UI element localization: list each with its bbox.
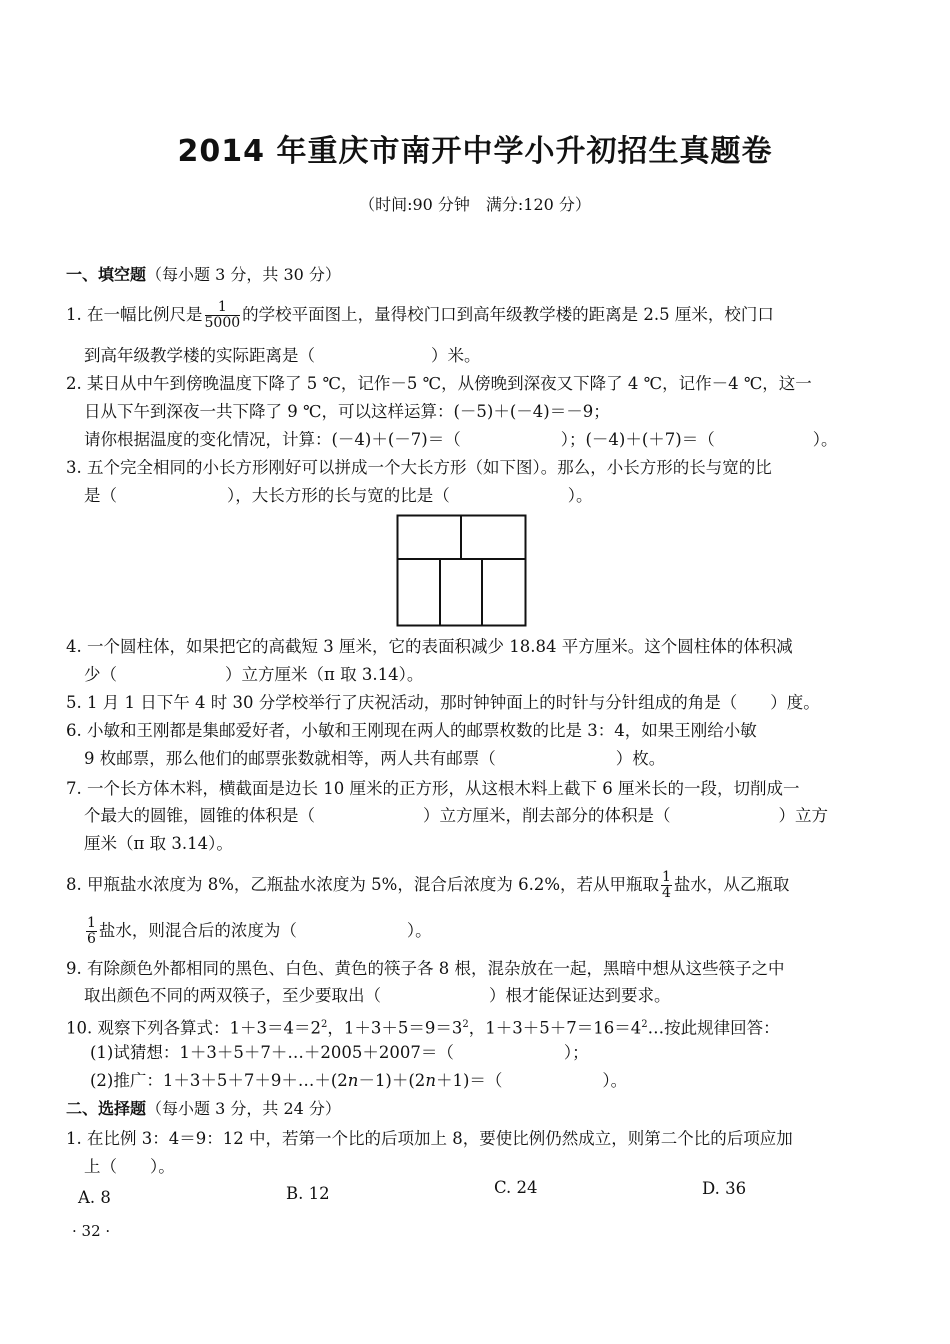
choice-1-option-b[interactable]: B. 12 — [286, 1184, 330, 1203]
page-subtitle: （时间:90 分钟 满分:120 分） — [359, 195, 591, 214]
q8-frac2-den: 6 — [87, 931, 96, 947]
q10-part2-text-a: (2)推广：1＋3＋5＋7＋9＋…＋(2 — [90, 1071, 348, 1090]
q2-text-a: 请你根据温度的变化情况，计算：(－4)＋(－7)＝（ — [84, 430, 461, 449]
q10-part2-text-d: ）。 — [602, 1071, 628, 1090]
q1-text-a: 1. 在一幅比例尺是 — [66, 305, 203, 324]
question-2-line-2: 日从下午到深夜一共下降了 9 ℃，可以这样运算：(－5)＋(－4)＝－9； — [84, 402, 610, 421]
question-2-line-3 — [84, 429, 838, 451]
question-1-line-1 — [66, 300, 774, 331]
question-8-line-1 — [66, 870, 789, 901]
q10-text-d: …按此规律回答： — [647, 1018, 780, 1038]
q1-text-b: 的学校平面图上，量得校门口到高年级教学楼的距离是 2.5 厘米，校门口 — [242, 305, 774, 324]
q10-part2-text-c: ＋1)＝（ — [435, 1071, 503, 1090]
q4-text-b: ）立方厘米（π 取 3.14）。 — [225, 665, 424, 684]
q10-text-c: ，1＋3＋5＋7＝16＝4 — [468, 1018, 642, 1038]
page-number: · 32 · — [72, 1222, 111, 1240]
q1-text-c1: 到高年级教学楼的实际距离是（ — [84, 346, 315, 365]
question-10-line-2 — [90, 1042, 589, 1064]
question-3-line-2 — [84, 485, 593, 507]
question-1-line-2 — [84, 345, 481, 367]
question-3-line-1: 3. 五个完全相同的小长方形刚好可以拼成一个大长方形（如下图）。那么，小长方形的长与宽的比 — [66, 458, 772, 477]
q8-text-c2: ）。 — [406, 921, 432, 940]
q1-frac-den: 5000 — [204, 315, 241, 331]
q8-frac1-den: 4 — [662, 885, 671, 901]
question-10-line-3 — [90, 1070, 627, 1092]
section-1-title: 一、填空题 — [66, 265, 147, 284]
q10-sup-3: 2 — [641, 1019, 648, 1030]
question-7-line-1: 7. 一个长方体木料，横截面是边长 10 厘米的正方形，从这根木料上截下 6 厘米长的一段，切削成一 — [66, 779, 800, 798]
choice-1-option-d[interactable]: D. 36 — [702, 1179, 747, 1198]
q2-text-c: ）。 — [812, 430, 838, 449]
q7-text-a: 个最大的圆锥，圆锥的体积是（ — [84, 806, 315, 825]
q8-text-c1: 盐水，则混合后的浓度为（ — [98, 921, 297, 940]
page-title: 2014 年重庆市南开中学小升初招生真题卷 — [177, 134, 773, 169]
q8-fraction-2 — [86, 916, 97, 947]
question-4-line-1: 4. 一个圆柱体，如果把它的高截短 3 厘米，它的表面积减少 18.84 平方厘米。这个圆柱体的体积减 — [66, 637, 793, 656]
q10-part1-text-a: (1)试猜想：1＋3＋5＋7＋…＋2005＋2007＝（ — [90, 1043, 454, 1062]
section-1-heading — [66, 264, 341, 286]
section-2-heading — [66, 1098, 341, 1120]
choice-1-line-2: 上（ ）。 — [84, 1157, 175, 1176]
question-4-line-2 — [84, 664, 423, 686]
q10-sup-2: 2 — [462, 1019, 469, 1030]
choice-1-line-1: 1. 在比例 3：4＝9：12 中，若第一个比的后项加上 8，要使比例仍然成立，则第二个比的后项应加 — [66, 1129, 793, 1148]
q10-part2-text-b: －1)＋(2 — [358, 1071, 426, 1090]
question-8-line-2 — [84, 916, 432, 947]
section-1-note: （每小题 3 分，共 30 分） — [146, 265, 341, 284]
q1-scale-fraction — [205, 300, 241, 331]
question-6-line-2 — [84, 748, 665, 770]
q10-text-a: 10. 观察下列各算式：1＋3＝4＝2 — [66, 1018, 321, 1038]
question-5-line-1: 5. 1 月 1 日下午 4 时 30 分学校举行了庆祝活动，那时钟钟面上的时针与分针组成的角是（ ）度。 — [66, 693, 820, 712]
q1-text-c2: ）米。 — [431, 346, 481, 365]
q1-frac-num: 1 — [205, 300, 241, 316]
q10-part1-text-b: ）； — [563, 1043, 589, 1062]
q2-text-b: ）；(－4)＋(＋7)＝（ — [560, 430, 715, 449]
rectangle-tiling-diagram — [396, 514, 528, 628]
q9-text-b: ）根才能保证达到要求。 — [489, 986, 671, 1005]
question-7-line-2 — [84, 805, 828, 827]
question-9-line-2 — [84, 985, 671, 1007]
question-2-line-1: 2. 某日从中午到傍晚温度下降了 5 ℃，记作－5 ℃，从傍晚到深夜又下降了 4 ℃，记作－4 ℃，这一 — [66, 374, 812, 393]
q10-text-b: ，1＋3＋5＝9＝3 — [327, 1018, 463, 1038]
choice-1-option-a[interactable]: A. 8 — [78, 1188, 111, 1207]
q8-text-b: 盐水，从乙瓶取 — [673, 875, 790, 894]
q3-text-a: 是（ — [84, 486, 117, 505]
section-2-note: （每小题 3 分，共 24 分） — [146, 1099, 341, 1118]
q8-frac2-num: 1 — [87, 915, 96, 931]
q8-fraction-1 — [661, 870, 672, 901]
question-10-line-1 — [66, 1014, 780, 1040]
q6-text-a: 9 枚邮票，那么他们的邮票张数就相等，两人共有邮票（ — [84, 749, 496, 768]
q8-frac1-num: 1 — [662, 869, 671, 885]
q7-text-c: ）立方 — [778, 806, 828, 825]
q8-text-a: 8. 甲瓶盐水浓度为 8%，乙瓶盐水浓度为 5%，混合后浓度为 6.2%，若从甲瓶取 — [66, 875, 659, 894]
question-6-line-1: 6. 小敏和王刚都是集邮爱好者，小敏和王刚现在两人的邮票枚数的比是 3：4，如果王刚给小敏 — [66, 721, 757, 740]
q3-text-c: ）。 — [567, 486, 593, 505]
q9-text-a: 取出颜色不同的两双筷子，至少要取出（ — [84, 986, 381, 1005]
question-7-line-3: 厘米（π 取 3.14）。 — [84, 834, 233, 853]
q6-text-b: ）枚。 — [615, 749, 666, 768]
q4-text-a: 少（ — [84, 665, 117, 684]
q10-sup-1: 2 — [320, 1019, 328, 1030]
q7-text-b: ）立方厘米，削去部分的体积是（ — [423, 806, 671, 825]
question-9-line-1: 9. 有除颜色外都相同的黑色、白色、黄色的筷子各 8 根，混杂放在一起，黑暗中想从这些筷子之中 — [66, 959, 785, 978]
choice-1-option-c[interactable]: C. 24 — [494, 1178, 538, 1197]
q10-var-n-1: n — [347, 1071, 359, 1090]
q10-var-n-2: n — [425, 1071, 436, 1090]
q3-text-b: ），大长方形的长与宽的比是（ — [227, 486, 450, 505]
section-2-title: 二、选择题 — [66, 1099, 147, 1118]
